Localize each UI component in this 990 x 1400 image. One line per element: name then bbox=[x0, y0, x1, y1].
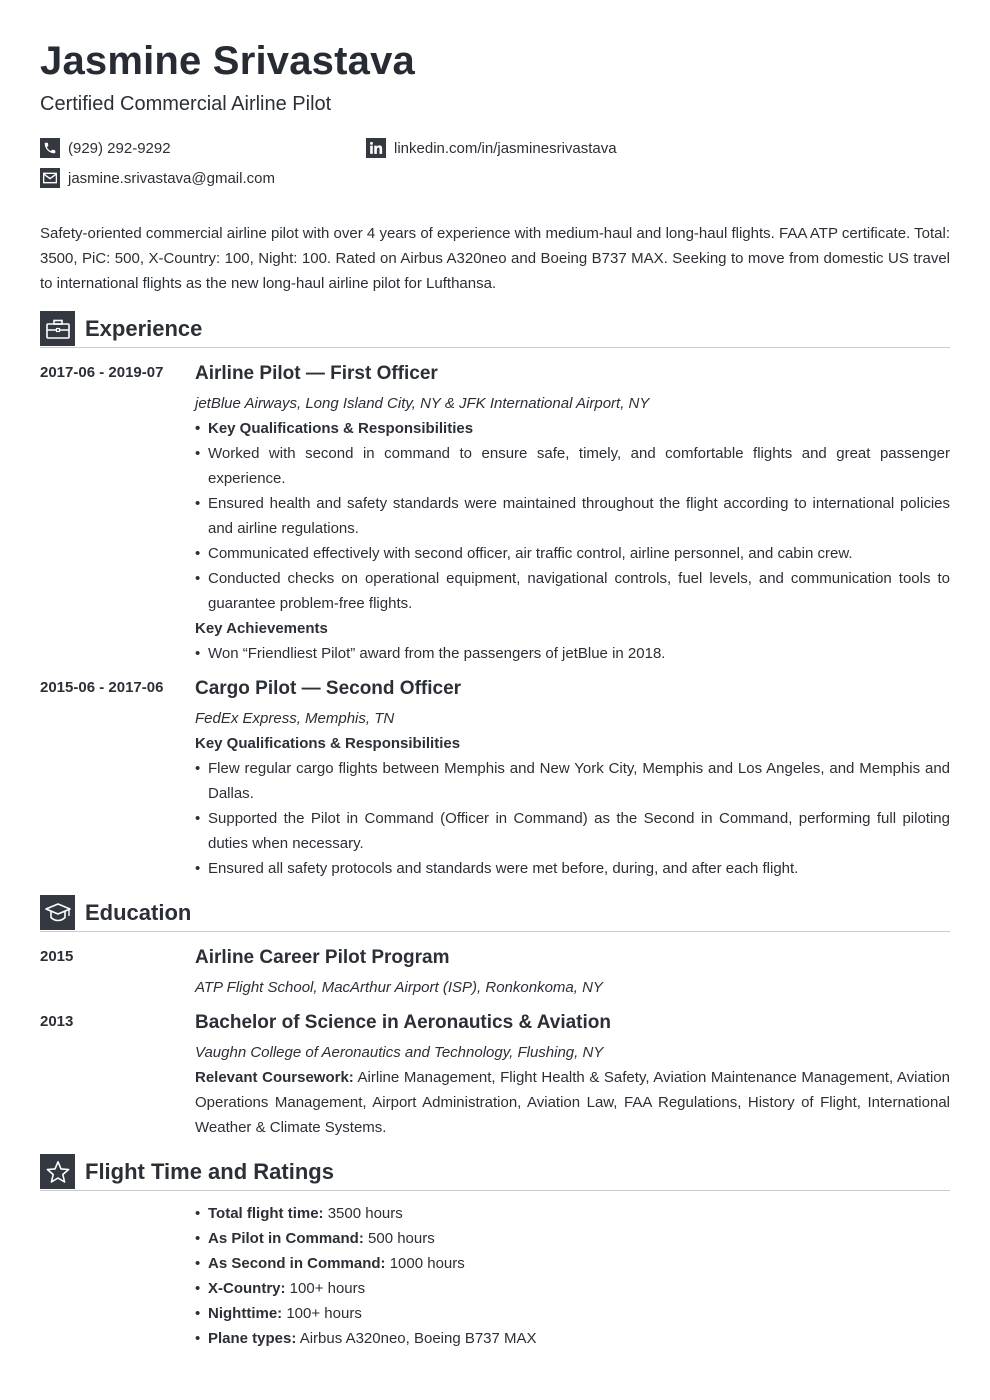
school-name: ATP Flight School, MacArthur Airport (ISP), Ronkonkoma, NY bbox=[195, 979, 603, 996]
job-employer: jetBlue Airways, Long Island City, NY & JFK International Airport, NY bbox=[195, 395, 650, 412]
list-item bbox=[195, 1326, 950, 1351]
entry-date: 2013 bbox=[40, 1013, 74, 1030]
flight-label: As Second in Command: bbox=[208, 1255, 386, 1272]
phone-text: (929) 292-9292 bbox=[68, 139, 171, 157]
candidate-name: Jasmine Srivastava bbox=[40, 39, 415, 83]
flight-label: X-Country: bbox=[208, 1280, 286, 1297]
flight-value: 100+ hours bbox=[282, 1305, 362, 1322]
list-item: • Key Qualifications & Responsibilities bbox=[195, 416, 950, 441]
candidate-title: Certified Commercial Airline Pilot bbox=[40, 93, 332, 115]
job-title: Airline Pilot — First Officer bbox=[195, 363, 438, 384]
contact-linkedin bbox=[366, 138, 617, 158]
education-section-header bbox=[40, 895, 950, 932]
list-item bbox=[195, 1251, 950, 1276]
job-employer: FedEx Express, Memphis, TN bbox=[195, 710, 395, 727]
list-item: • Ensured all safety protocols and standards were met before, during, and after each flight. bbox=[195, 856, 950, 881]
email-icon bbox=[40, 168, 60, 188]
list-item bbox=[195, 1276, 950, 1301]
coursework bbox=[195, 1065, 950, 1140]
star-icon bbox=[40, 1154, 75, 1189]
flight-value: 3500 hours bbox=[323, 1205, 403, 1222]
list-item: • Won “Friendliest Pilot” award from the passengers of jetBlue in 2018. bbox=[195, 641, 950, 666]
flight-value: 500 hours bbox=[363, 1230, 435, 1247]
job-title: Cargo Pilot — Second Officer bbox=[195, 678, 462, 699]
graduation-cap-icon bbox=[40, 895, 75, 930]
degree-title: Airline Career Pilot Program bbox=[195, 947, 450, 968]
list-item: • Conducted checks on operational equipment, navigational controls, fuel levels, and communication tools to guarantee problem-free flights. bbox=[195, 566, 950, 616]
job-bullets bbox=[195, 756, 950, 881]
profile-summary: Safety-oriented commercial airline pilot with over 4 years of experience with medium-haul and long-haul flights. FAA ATP certificate. Total: 3500, PiC: 500, X-Country: 100, Night: 100. Rated on Airbus A320neo and Boeing B737 MAX. Seeking to move from domestic US travel to international flights as the new long-haul airline pilot for Lufthansa. bbox=[40, 225, 950, 292]
coursework-label: Relevant Coursework: bbox=[195, 1069, 354, 1086]
education-heading: Education bbox=[85, 900, 192, 925]
list-item: • Flew regular cargo flights between Memphis and New York City, Memphis and Los Angeles, and Memphis and Dallas. bbox=[195, 756, 950, 806]
experience-section-header bbox=[40, 311, 950, 348]
coursework-text: Airline Management, Flight Health & Safety, Aviation Maintenance Management, Aviation Operations Management, Airport Administration, Aviation Law, FAA Regulations, History of Flight, International Weather & Climate Systems. bbox=[195, 1069, 950, 1136]
flight-value: 1000 hours bbox=[385, 1255, 465, 1272]
linkedin-text[interactable]: linkedin.com/in/jasminesrivastava bbox=[394, 139, 617, 157]
achievements-heading: Key Achievements bbox=[195, 620, 328, 637]
list-item: • Communicated effectively with second officer, air traffic control, airline personnel, and cabin crew. bbox=[195, 541, 950, 566]
entry-date: 2015-06 - 2017-06 bbox=[40, 679, 164, 696]
flight-section-header bbox=[40, 1154, 950, 1191]
school-name: Vaughn College of Aeronautics and Technology, Flushing, NY bbox=[195, 1044, 604, 1061]
email-text[interactable]: jasmine.srivastava@gmail.com bbox=[68, 169, 275, 187]
flight-heading: Flight Time and Ratings bbox=[85, 1159, 334, 1184]
list-item bbox=[195, 1301, 950, 1326]
entry-date: 2017-06 - 2019-07 bbox=[40, 364, 164, 381]
briefcase-icon bbox=[40, 311, 75, 346]
job-bullets bbox=[195, 416, 950, 616]
contact-phone bbox=[40, 138, 171, 158]
list-item: • Worked with second in command to ensure safe, timely, and comfortable flights and great passenger experience. bbox=[195, 441, 950, 491]
list-item: • Supported the Pilot in Command (Officer in Command) as the Second in Command, performing full piloting duties when necessary. bbox=[195, 806, 950, 856]
experience-heading: Experience bbox=[85, 316, 203, 341]
qualifications-heading: Key Qualifications & Responsibilities bbox=[195, 735, 461, 752]
achievement-bullets bbox=[195, 641, 950, 666]
flight-label: Nighttime: bbox=[208, 1305, 283, 1322]
flight-list bbox=[195, 1201, 950, 1351]
degree-title: Bachelor of Science in Aeronautics & Aviation bbox=[195, 1012, 611, 1033]
contact-email bbox=[40, 168, 275, 188]
flight-label: Plane types: bbox=[208, 1330, 297, 1347]
phone-icon bbox=[40, 138, 60, 158]
list-item bbox=[195, 1201, 950, 1226]
flight-value: Airbus A320neo, Boeing B737 MAX bbox=[296, 1330, 537, 1347]
entry-date: 2015 bbox=[40, 948, 74, 965]
flight-label: As Pilot in Command: bbox=[208, 1230, 364, 1247]
list-item bbox=[195, 1226, 950, 1251]
flight-value: 100+ hours bbox=[285, 1280, 366, 1297]
flight-label: Total flight time: bbox=[208, 1205, 324, 1222]
list-item: • Ensured health and safety standards were maintained throughout the flight according to international policies and airline regulations. bbox=[195, 491, 950, 541]
linkedin-icon bbox=[366, 138, 386, 158]
